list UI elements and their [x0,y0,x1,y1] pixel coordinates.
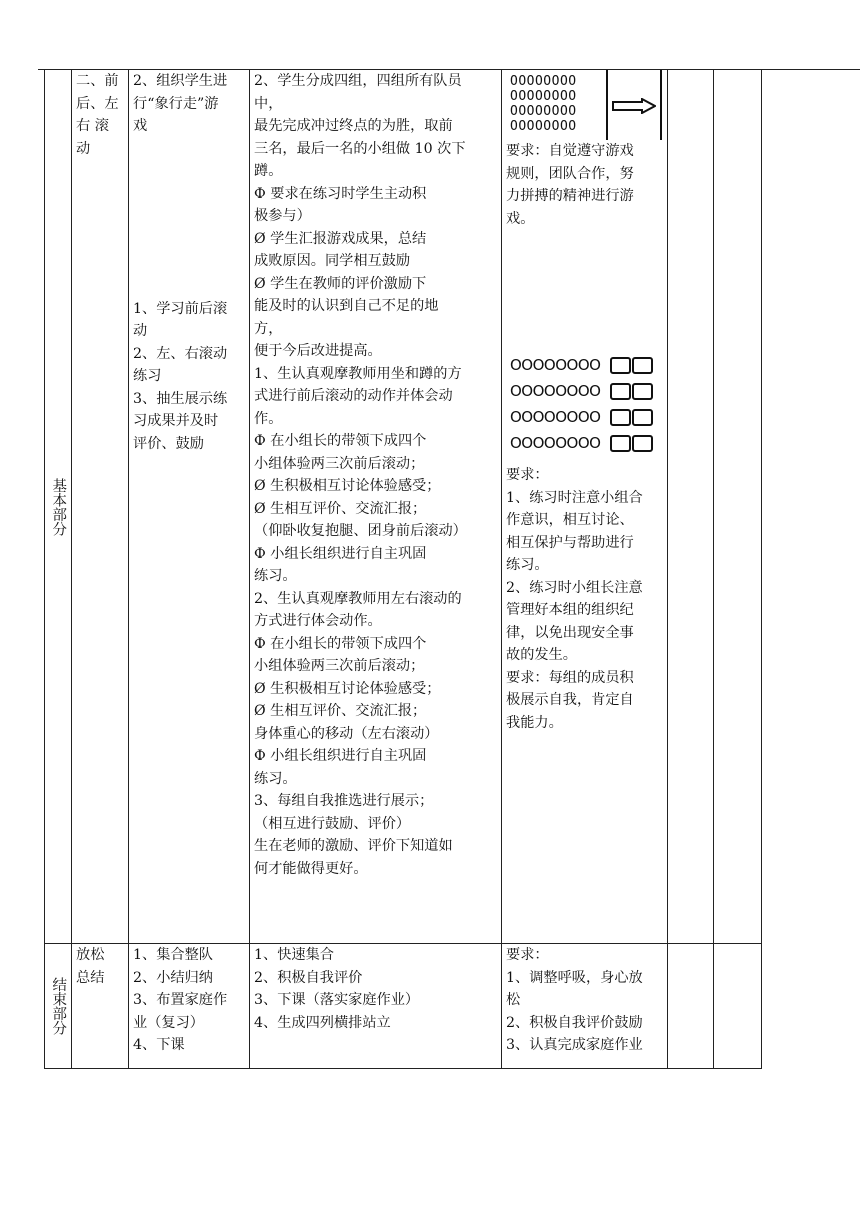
text-line: Ø 生积极相互讨论体验感受； [254,478,441,494]
text-line: 业（复习） [133,1014,204,1031]
start-line [606,70,608,140]
text-line: 要求：自觉遵守游戏 [506,143,634,159]
student-activity-3 [254,944,497,1034]
text-line: 练习。 [254,568,297,584]
text-line: 3、每组自我推选进行展示； [254,793,434,809]
text-line: 何才能做得更好。 [254,860,368,877]
text-line: 戏。 [506,210,535,227]
teacher-activity-3 [133,944,245,1057]
text-line: 我能力。 [506,714,563,731]
table-row-basic [45,70,762,944]
text-line: 练习。 [506,557,549,573]
text-line: 式进行前后滚动的动作并体会动 [254,388,453,404]
text-line: （仰卧收复抱腿、团身前后滚动） [254,523,467,539]
text-line: Ф 小组长组织进行自主巩固 [254,748,427,764]
text-line: Ø 学生在教师的评价激励下 [254,275,427,292]
text-line: 方， [254,320,283,337]
text-line: 2、积极自我评价 [254,969,363,986]
organization-cell [502,944,668,1069]
text-line: 管理好本组的组织纪 [506,602,634,618]
formation-row: OOOOOOOO [510,119,577,134]
text-line: 便于今后改进提高。 [254,343,382,359]
teacher-activity-1 [133,70,245,138]
section-label-basic: 基本部分 [50,477,67,536]
text-line: Ø 生相互评价、交流汇报； [254,703,427,719]
student-activity-2 [254,363,497,881]
lesson-plan-table [44,69,762,1069]
text-line: 习成果并及时 [133,413,219,429]
text-line: 1、生认真观摩教师用坐和蹲的方 [254,365,462,382]
formation-row: OOOOOOOO [510,89,577,104]
text-line: 2、练习时小组长注意 [506,579,643,596]
text-line: 1、学习前后滚 [133,300,228,317]
text-line: Ф 小组长组织进行自主巩固 [254,545,427,562]
blank-cell [714,944,762,1069]
text-line: 动 [133,323,148,339]
right-arrow-icon [612,98,656,114]
topic-lines [76,944,124,989]
text-line: 要求： [506,467,549,483]
organization-cell [502,70,668,944]
text-line: 放松 [76,947,105,963]
text-line: 松 [506,992,521,1008]
teacher-activity-2 [133,298,245,456]
text-line: 4、生成四列横排站立 [254,1014,391,1031]
text-line: 总结 [76,969,105,986]
text-line: Ø 学生汇报游戏成果，总结 [254,230,427,247]
text-line: 要求：每组的成员积 [506,669,634,686]
text-line: 最先完成冲过终点的为胜，取前 [254,118,453,134]
text-line: 3、认真完成家庭作业 [506,1037,643,1053]
text-line: 极参与） [254,208,311,224]
text-line: 3、下课（落实家庭作业） [254,992,420,1008]
text-line: Ф 要求在练习时学生主动积 [254,185,427,202]
text-line: Ø 生积极相互讨论体验感受； [254,680,441,697]
text-line: 极展示自我，肯定自 [506,692,634,708]
text-line: 2、小结归纳 [133,969,213,986]
table-row-end [45,944,762,1069]
blank-cell [668,70,714,944]
mat-icon [610,383,654,400]
teacher-activity-cell [129,944,250,1069]
formation-row: OOOOOOOO [510,74,577,89]
content-topic-cell [72,70,129,944]
text-line: 方式进行体会动作。 [254,613,382,629]
game-formation-rows [510,74,577,134]
formation-row: OOOOOOOO [510,352,663,378]
text-line: 要求： [506,947,549,963]
end-requirement [506,944,663,1057]
mat-icon [610,409,654,426]
text-line: 力拼搏的精神进行游 [506,188,634,204]
text-line: 2、组织学生进 [133,73,228,89]
text-line: 生在老师的激励、评价下知道如 [254,838,453,854]
text-line: 4、下课 [133,1037,185,1053]
text-line: 行“象行走”游 [133,95,219,112]
text-line: 成败原因。同学相互鼓励 [254,253,411,269]
text-line: 小组体验两三次前后滚动； [254,455,425,472]
text-line: 后、左 [76,95,119,112]
text-line: 作意识，相互讨论、 [506,512,634,528]
teacher-activity-cell [129,70,250,944]
text-line: 律，以免出现安全事 [506,624,634,641]
student-activity-cell [250,70,502,944]
formation-row: OOOOOOOO [510,378,663,404]
formation-row: OOOOOOOO [510,430,663,456]
text-line: 相互保护与帮助进行 [506,534,634,551]
text-line: 故的发生。 [506,647,577,663]
text-line: 3、布置家庭作 [133,992,228,1008]
text-line: 中， [254,95,283,112]
text-line: Ø 生相互评价、交流汇报； [254,500,427,517]
text-line: 2、生认真观摩教师用左右滚动的 [254,590,462,607]
section-cell-end [45,944,72,1069]
text-line: 作。 [254,410,283,427]
text-line: 3、抽生展示练 [133,390,228,407]
topic-lines [76,70,124,160]
blank-cell [668,944,714,1069]
text-line: 规则，团队合作，努 [506,165,634,182]
text-line: 动 [76,140,91,157]
rolling-formation [510,352,663,456]
game-requirement [506,140,663,230]
text-line: 身体重心的移动（左右滚动） [254,725,439,742]
text-line: Ф 在小组长的带领下成四个 [254,635,427,652]
text-line: 1、集合整队 [133,947,213,963]
mat-icon [610,357,654,374]
text-line: 二、前 [76,73,119,89]
section-cell-basic [45,70,72,944]
text-line: 练习。 [254,770,297,787]
rolling-requirement [506,464,663,734]
text-line: 蹲。 [254,163,283,179]
text-line: 右 滚 [76,118,109,134]
text-line: 1、练习时注意小组合 [506,489,643,506]
text-line: 2、学生分成四组，四组所有队员 [254,73,462,89]
text-line: 1、快速集合 [254,947,334,963]
finish-line [660,70,662,140]
formation-row: OOOOOOOO [510,104,577,119]
text-line: 能及时的认识到自己不足的地 [254,298,439,314]
text-line: 1、调整呼吸，身心放 [506,969,643,986]
blank-cell [714,70,762,944]
text-line: 戏 [133,118,148,134]
text-line: （相互进行鼓励、评价） [254,815,411,832]
text-line: 2、积极自我评价鼓励 [506,1014,643,1031]
game-formation [510,70,663,140]
student-activity-1 [254,70,497,363]
text-line: 评价、鼓励 [133,435,204,452]
text-line: Ф 在小组长的带领下成四个 [254,433,427,449]
text-line: 练习 [133,368,162,384]
content-topic-cell [72,944,129,1069]
section-label-end: 结束部分 [50,977,67,1035]
formation-row: OOOOOOOO [510,404,663,430]
text-line: 三名，最后一名的小组做 10 次下 [254,140,466,157]
text-line: 小组体验两三次前后滚动； [254,658,425,674]
text-line: 2、左、右滚动 [133,345,228,362]
student-activity-cell [250,944,502,1069]
mat-icon [610,435,654,452]
